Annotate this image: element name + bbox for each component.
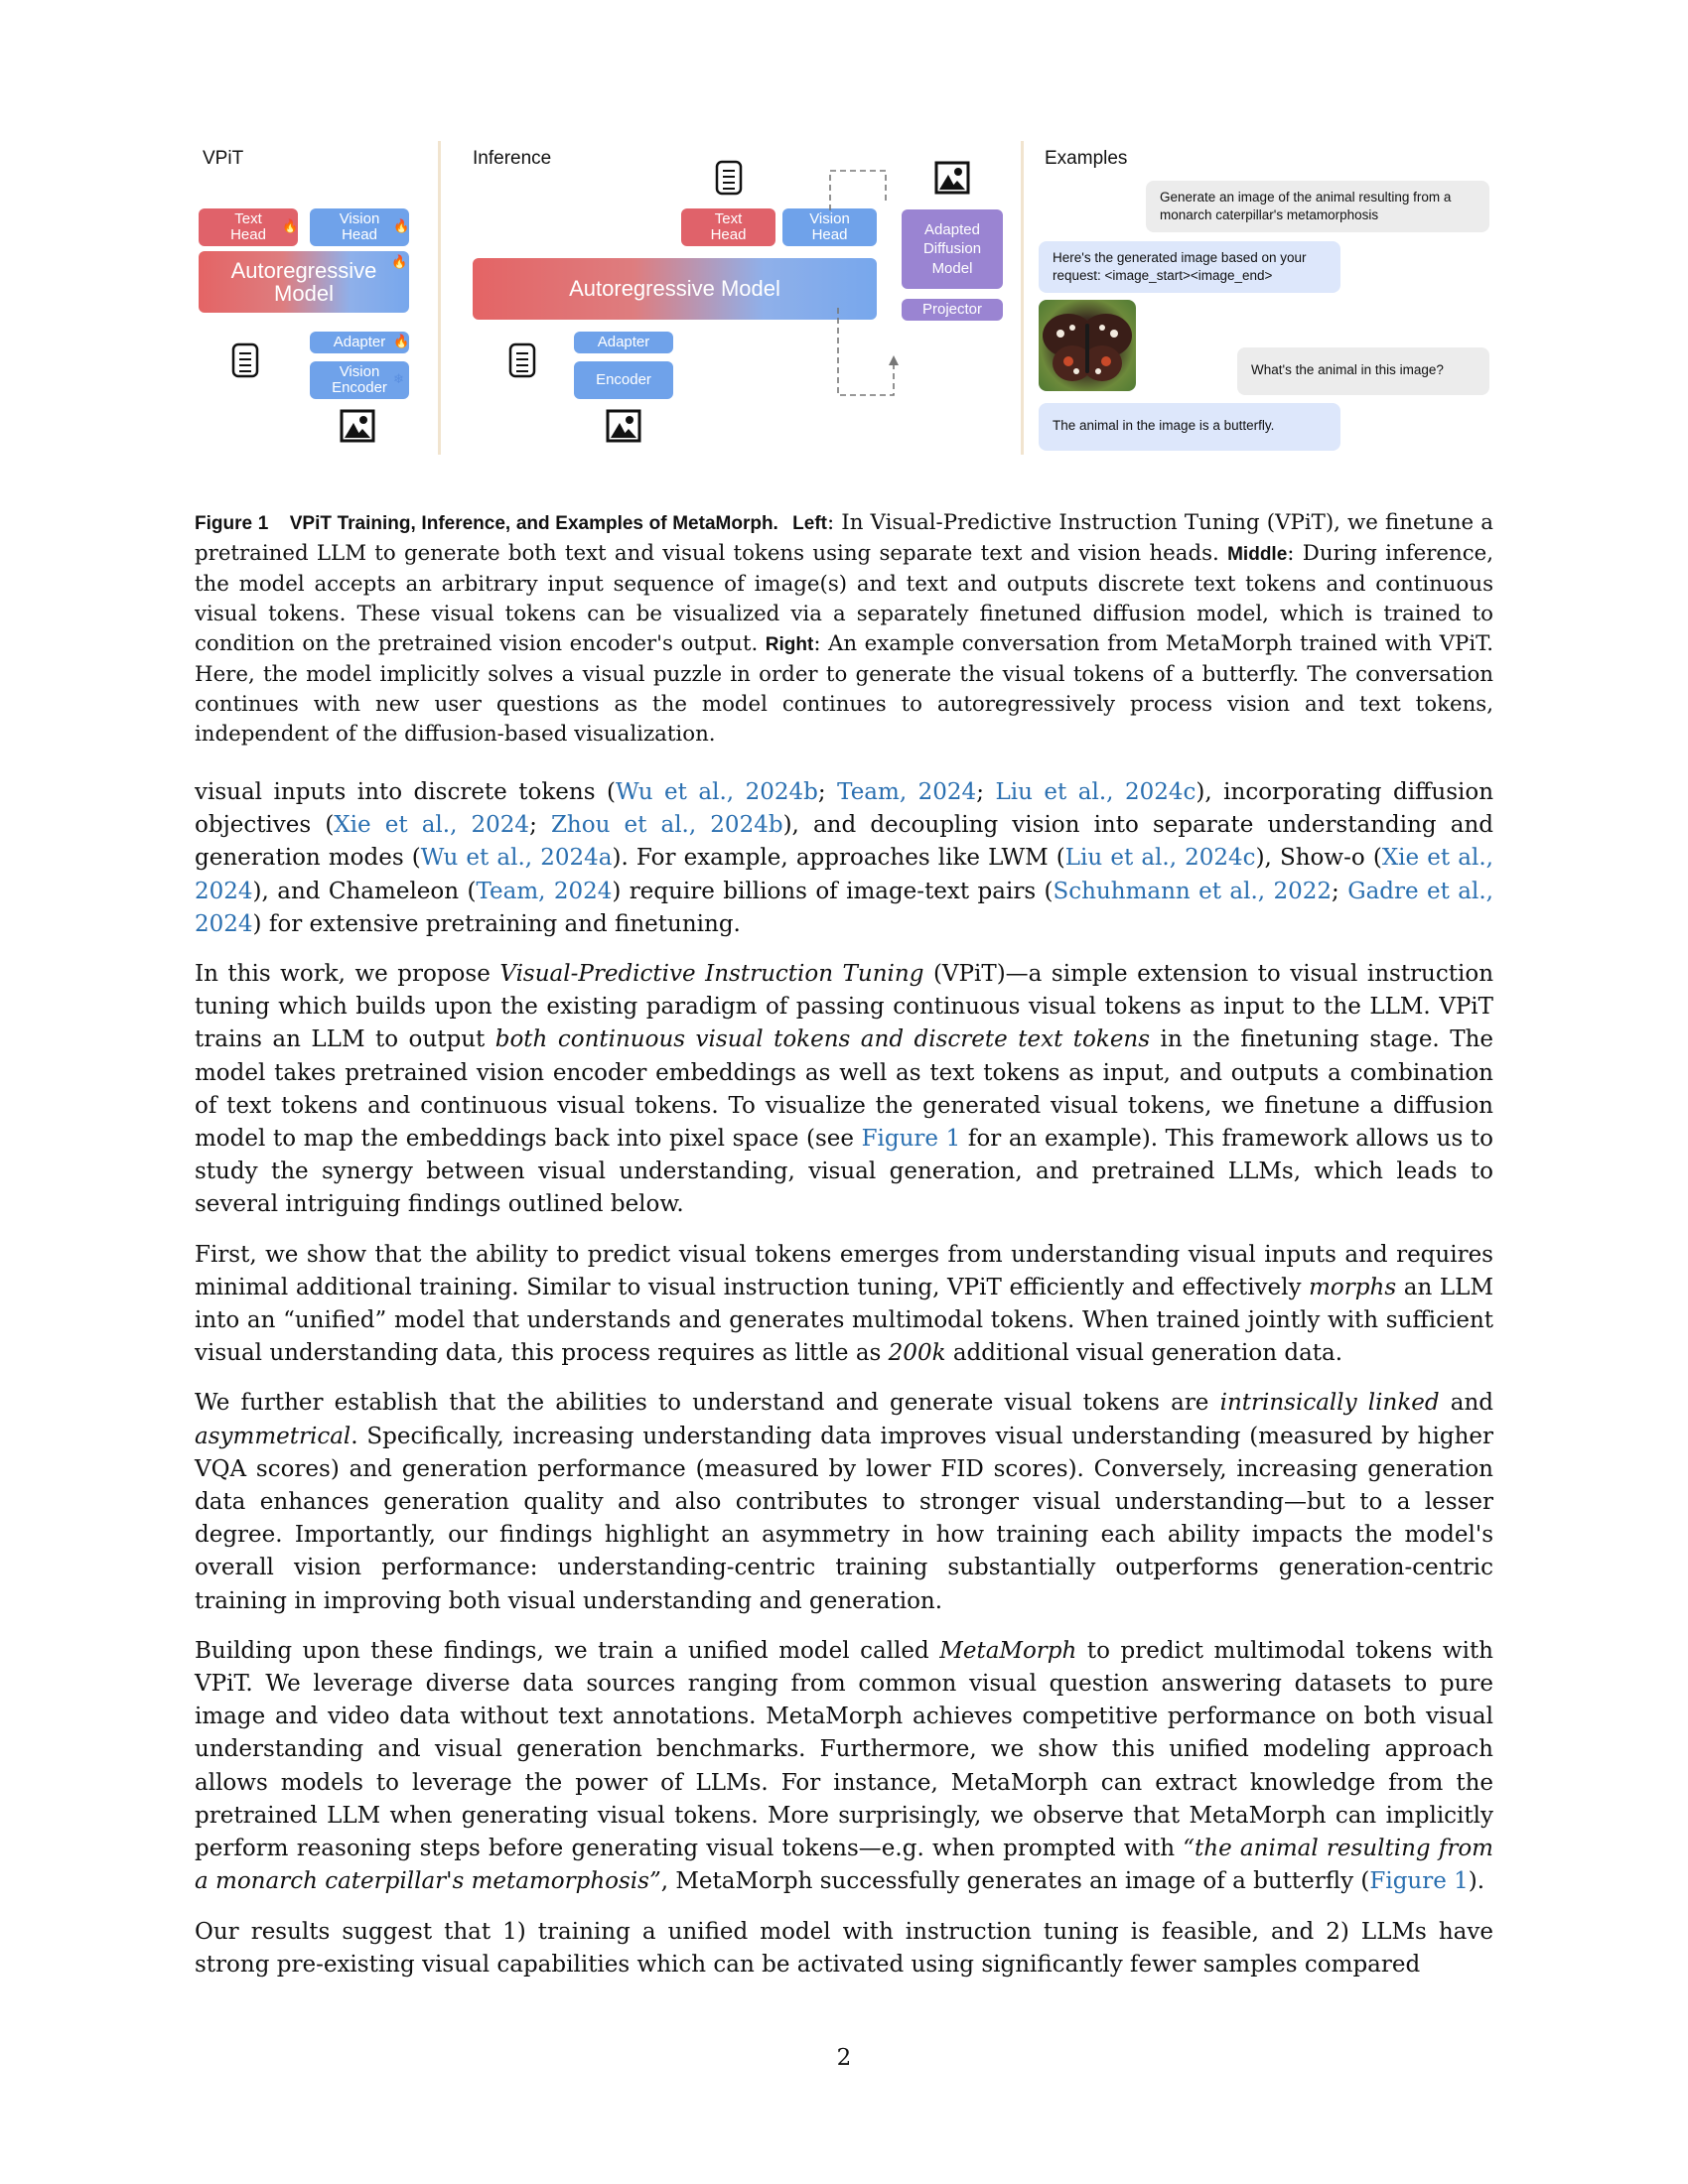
- chat-message-user: Generate an image of the animal resulting from a monarch caterpillar's metamorphosis: [1146, 181, 1489, 232]
- citation-link[interactable]: Xie et al., 2024: [334, 812, 530, 839]
- image-icon: [340, 409, 375, 443]
- caption-left-label: Left: [792, 513, 827, 534]
- figure-caption: [195, 508, 1493, 750]
- chat-message-assistant: Here's the generated image based on your request: <image_start><image_end>: [1039, 241, 1340, 293]
- text: In this work, we propose: [195, 961, 500, 988]
- citation-link[interactable]: Schuhmann et al., 2022: [1053, 878, 1333, 904]
- vpit-panel-title: VPiT: [203, 148, 244, 169]
- inference-ar-model: [473, 258, 877, 320]
- butterfly-icon: [1039, 300, 1136, 391]
- citation-link[interactable]: Wu et al., 2024b: [616, 779, 818, 805]
- caption-title: VPiT Training, Inference, and Examples of MetaMorph.: [289, 513, 778, 534]
- inference-vision-head-label: Vision Head: [809, 210, 850, 243]
- butterfly-image: [1039, 300, 1136, 391]
- chat-message-user: What's the animal in this image?: [1237, 347, 1489, 395]
- emphasis: Visual-Predictive Instruction Tuning: [499, 961, 924, 988]
- text: ), and decoupling vision into separate understanding and generation modes (: [195, 812, 1493, 872]
- text: to predict multimodal tokens with VPiT. We leverage diverse data sources ranging from common visual question answering datasets to pure image and video data without text annotations. MetaMorph achieves competitive performance on both visual understanding and visual generation benchmarks. Furthermore, we show this unified modeling approach allows models to leverage the power of LLMs. For instance, MetaMorph can extract knowledge from the pretrained LLM when generating visual tokens. More surprisingly, we observe that MetaMorph can implicitly perform reasoning steps before generating visual tokens—e.g. when prompted with: [195, 1637, 1493, 1862]
- projector: [902, 299, 1003, 321]
- emphasis: asymmetrical: [195, 1423, 352, 1449]
- caption-right-text: : An example conversation from MetaMorph trained with VPiT. Here, the model implicitly solves a visual puzzle in order to generate the visual tokens of a butterfly. The conversation continues with new user questions as the model continues to autoregressively process vision and text tokens, independent of the diffusion-based visualization.: [195, 631, 1494, 747]
- page-number: 2: [836, 2045, 852, 2071]
- citation-link[interactable]: Team, 2024: [476, 878, 613, 904]
- text: Our results suggest that 1) training a unified model with instruction tuning is feasible, and 2) LLMs have strong pre-existing visual capabilities which can be activated using significantly fewer samples compared: [195, 1918, 1493, 1978]
- document-icon: [229, 342, 263, 380]
- inference-adapter-label: Adapter: [597, 334, 650, 351]
- flame-icon: 🔥: [393, 334, 410, 348]
- inference-encoder-label: Encoder: [596, 371, 651, 389]
- adapted-diffusion-label: Adapted Diffusion Model: [922, 220, 982, 277]
- text: ), incorporating diffusion objectives (: [195, 779, 1494, 839]
- paragraph: [195, 1635, 1493, 1899]
- text: ).: [1468, 1868, 1485, 1895]
- citation-link[interactable]: Wu et al., 2024a: [420, 845, 613, 872]
- image-icon: [934, 161, 970, 195]
- adapted-diffusion-model: [902, 209, 1003, 289]
- document-icon: [506, 342, 540, 380]
- text: ;: [976, 779, 996, 805]
- body-text: [195, 776, 1493, 1998]
- flame-icon: 🔥: [393, 218, 410, 233]
- text: First, we show that the ability to predict visual tokens emerges from understanding visual inputs and requires minimal additional training. Similar to visual instruction tuning, VPiT efficiently and effectively: [195, 1241, 1493, 1300]
- citation-link[interactable]: Gadre et al., 2024: [195, 878, 1493, 937]
- citation-link[interactable]: Xie et al., 2024: [195, 845, 1493, 904]
- text: additional visual generation data.: [945, 1340, 1343, 1367]
- emphasis: both continuous visual tokens and discrete text tokens: [494, 1026, 1151, 1053]
- caption-label: Figure 1: [195, 513, 269, 534]
- text: . Specifically, increasing understanding data improves visual understanding (measured by higher VQA scores) and generation performance (measured by lower FID scores). Conversely, increasing generation data enhances generation quality and also contributes to stronger visual understanding—but to a lesser degree. Importantly, our findings highlight an asymmetry in how training each ability impacts the model's overall vision performance: understanding-centric training substantially outperforms generation-centric training in improving both visual understanding and generation.: [195, 1423, 1493, 1614]
- caption-left-text: : In Visual-Predictive Instruction Tuning (VPiT), we finetune a pretrained LLM to generate both text and visual tokens using separate text and vision heads.: [195, 510, 1493, 566]
- paragraph: [195, 958, 1493, 1222]
- citation-link[interactable]: Team, 2024: [837, 779, 977, 805]
- text: in the finetuning stage. The model takes pretrained vision encoder embeddings as well as text tokens as input, and outputs a combination of text tokens and continuous visual tokens. To visualize the generated visual tokens, we finetune a diffusion model to map the embeddings back into pixel space (see: [195, 1026, 1493, 1153]
- text: for an example). This framework allows us to study the synergy between visual understanding, visual generation, and pretrained LLMs, which leads to several intriguing findings outlined below.: [195, 1126, 1493, 1218]
- citation-link[interactable]: Liu et al., 2024c: [1064, 845, 1256, 872]
- text: ;: [817, 779, 838, 805]
- text: ;: [529, 812, 551, 839]
- text: ). For example, approaches like LWM (: [612, 845, 1065, 872]
- emphasis: MetaMorph: [939, 1637, 1077, 1664]
- vpit-adapter-label: Adapter: [333, 334, 386, 351]
- paragraph: [195, 1239, 1493, 1371]
- figure-link[interactable]: Figure 1: [1369, 1868, 1469, 1895]
- inference-ar-model-label: Autoregressive Model: [569, 276, 780, 302]
- text: , MetaMorph successfully generates an image of a butterfly (: [660, 1868, 1370, 1895]
- paragraph: [195, 776, 1493, 941]
- examples-panel-title: Examples: [1045, 148, 1128, 169]
- image-icon: [606, 409, 641, 443]
- vpit-vision-encoder-label: Vision Encoder: [332, 363, 387, 396]
- vpit-ar-model-label: Autoregressive Model: [230, 257, 377, 306]
- emphasis: 200k: [888, 1340, 946, 1367]
- figure-1: [195, 139, 1493, 467]
- text: an LLM into an “unified” model that understands and generates multimodal tokens. When trained jointly with sufficient visual understanding data, this process requires as little as: [195, 1274, 1493, 1367]
- figure-link[interactable]: Figure 1: [861, 1126, 961, 1153]
- text: ), and Chameleon (: [252, 878, 477, 904]
- inference-adapter: [574, 332, 673, 353]
- text: ;: [1332, 878, 1348, 904]
- emphasis: “the animal resulting from a monarch caterpillar's metamorphosis”: [195, 1836, 1493, 1895]
- dashed-connector: [820, 167, 900, 405]
- document-icon: [713, 160, 747, 198]
- caption-middle-label: Middle: [1227, 544, 1288, 565]
- text: visual inputs into discrete tokens (: [195, 779, 617, 805]
- text: Building upon these findings, we train a unified model called: [195, 1637, 940, 1664]
- flame-icon: 🔥: [282, 218, 299, 233]
- paragraph: [195, 1387, 1493, 1617]
- citation-link[interactable]: Liu et al., 2024c: [995, 779, 1196, 805]
- projector-label: Projector: [921, 301, 983, 319]
- emphasis: intrinsically linked: [1219, 1390, 1440, 1417]
- citation-link[interactable]: Zhou et al., 2024b: [550, 812, 783, 839]
- flame-icon: 🔥: [391, 254, 408, 269]
- panel-divider: [1021, 141, 1024, 455]
- snowflake-icon: ❄: [393, 371, 404, 386]
- vpit-text-head-label: Text Head: [230, 210, 266, 243]
- page: [195, 139, 1494, 1978]
- panel-divider: [438, 141, 441, 455]
- inference-encoder: [574, 361, 673, 399]
- text: ) for extensive pretraining and finetuning.: [252, 910, 741, 937]
- inference-panel-title: Inference: [473, 148, 552, 169]
- text: ) require billions of image-text pairs (: [612, 878, 1054, 904]
- caption-right-label: Right: [765, 634, 814, 655]
- vpit-vision-head-label: Vision Head: [339, 210, 380, 243]
- text: (VPiT)—a simple extension to visual instruction tuning which builds upon the existing paradigm of passing continuous visual tokens as input to the LLM. VPiT trains an LLM to output: [195, 961, 1494, 1053]
- caption-middle-text: : During inference, the model accepts an arbitrary input sequence of image(s) and text and outputs discrete text tokens and continuous visual tokens. These visual tokens can be visualized via a separately finetuned diffusion model, which is trained to condition on the pretrained vision encoder's output.: [195, 541, 1493, 656]
- emphasis: morphs: [1309, 1274, 1397, 1300]
- vpit-ar-model: [199, 251, 409, 313]
- text: ), Show-o (: [1255, 845, 1382, 872]
- inference-text-head: [681, 208, 775, 246]
- paragraph: [195, 1916, 1493, 1981]
- text: and: [1439, 1390, 1494, 1417]
- text: We further establish that the abilities to understand and generate visual tokens are: [195, 1390, 1220, 1417]
- inference-text-head-label: Text Head: [710, 210, 747, 243]
- chat-message-assistant: The animal in the image is a butterfly.: [1039, 403, 1340, 451]
